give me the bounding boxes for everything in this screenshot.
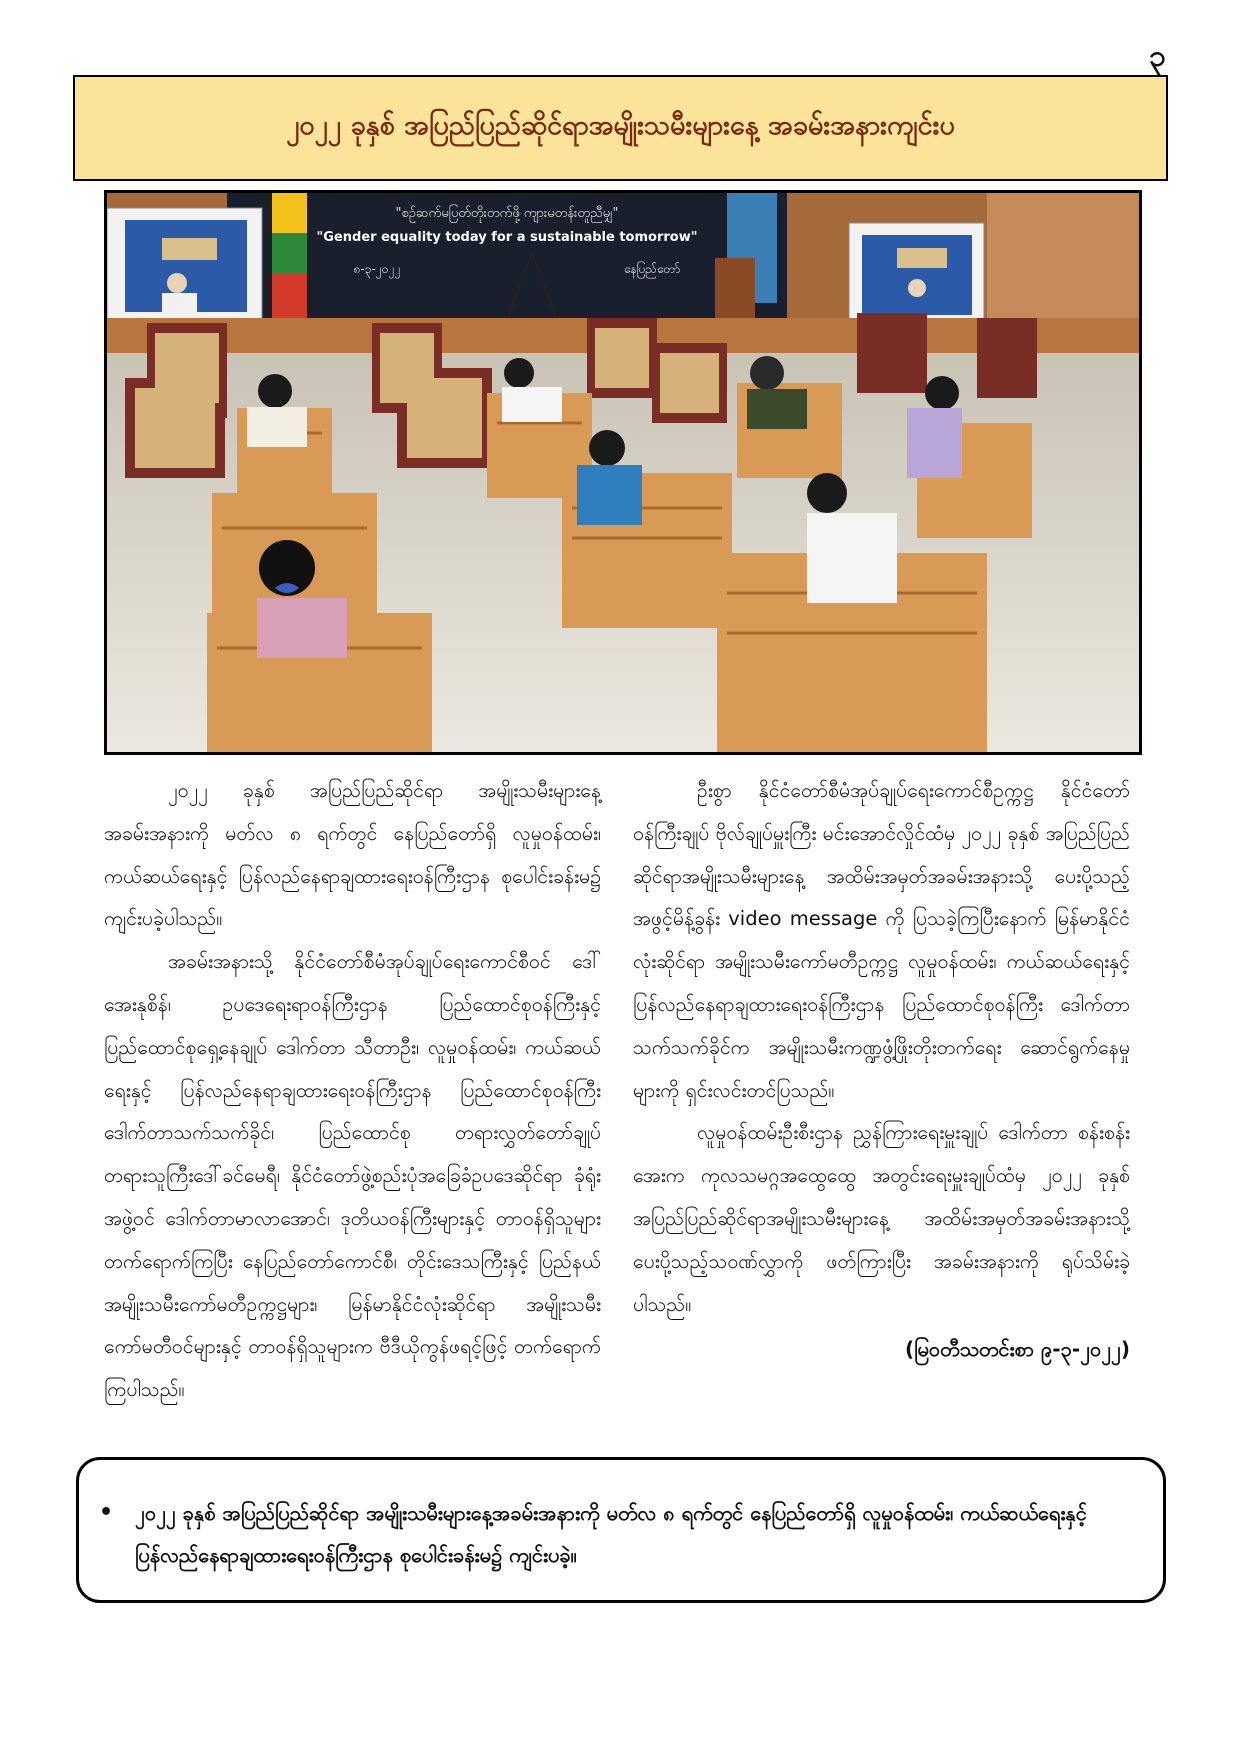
projection-screen-left [107, 208, 262, 328]
article-paragraph: ဦးစွာ နိုင်ငံတော်စီမံအုပ်ချုပ်ရေးကောင်စီဥက္ကဋ္ဌ နိုင်ငံတော်ဝန်ကြီးချုပ် ဗိုလ်ချုပ်မှူးကြီး မင်းအောင်လှိုင်ထံမှ ၂၀၂၂ ခုနှစ် အပြည်ပြည်ဆိုင်ရာအမျိုးသမီးများနေ့ အထိမ်းအမှတ်အခမ်းအနားသို့ ပေးပို့သည့် အဖွင့်မိန့်ခွန်း video message ကို ပြသခဲ့ကြပြီးနောက် မြန်မာနိုင်ငံလုံးဆိုင်ရာ အမျိုးသမီးကော်မတီဥက္ကဋ္ဌ လူမှုဝန်ထမ်း၊ ကယ်ဆယ်ရေးနှင့် ပြန်လည်နေရာချထားရေးဝန်ကြီးဌာန ပြည်ထောင်စုဝန်ကြီး ဒေါက်တာသက်သက်ခိုင်က အမျိုးသမီးကဏ္ဍဖွံ့ဖြိုးတိုးတက်ရေး ဆောင်ရွက်နေမှုများကို ရှင်းလင်းတင်ပြသည်။ [633, 779, 1130, 1102]
article-column-right [633, 770, 1130, 1371]
page-number: ၃ [1149, 39, 1166, 74]
banner-slogan: "စဉ်ဆက်မပြတ်တိုးတက်ဖို့ ကျားမတန်းတူညီမျှ" [395, 206, 619, 221]
banner-date: ၈-၃-၂၀၂၂ [353, 262, 401, 276]
title-box [73, 75, 1168, 181]
banner-place: နေပြည်တော် [623, 262, 681, 276]
summary-item [99, 1492, 1129, 1576]
article-source: (မြဝတီသတင်းစာ ၉-၃-၂၀၂၂) [904, 1337, 1130, 1362]
page-title: ၂၀၂၂ ခုနှစ် အပြည်ပြည်ဆိုင်ရာအမျိုးသမီးများနေ့ အခမ်းအနားကျင်းပ [286, 110, 955, 141]
summary-text: ၂၀၂၂ ခုနှစ် အပြည်ပြည်ဆိုင်ရာ အမျိုးသမီးများနေ့အခမ်းအနားကို မတ်လ ၈ ရက်တွင် နေပြည်တော်ရှိ လူမှုဝန်ထမ်း၊ ကယ်ဆယ်ရေးနှင့် ပြန်လည်နေရာချထားရေးဝန်ကြီးဌာန စုပေါင်းခန်းမ၌ ကျင်းပခဲ့။ [135, 1501, 1087, 1567]
podium [715, 258, 755, 326]
summary-box [76, 1457, 1166, 1603]
bullet-icon: • [99, 1500, 114, 1525]
article-paragraph: လူမှုဝန်ထမ်းဦးစီးဌာန ညွှန်ကြားရေးမှူးချုပ် ဒေါက်တာ စန်းစန်းအေးက ကုလသမဂ္ဂအထွေထွေ အတွင်းရေးမှူးချုပ်ထံမှ ၂၀၂၂ ခုနှစ် အပြည်ပြည်ဆိုင်ရာအမျိုးသမီးများနေ့ အထိမ်းအမှတ်အခမ်းအနားသို့ ပေးပို့သည့်သဝဏ်လွှာကို ဖတ်ကြားပြီး အခမ်းအနားကို ရုပ်သိမ်းခဲ့ပါသည်။ [633, 1121, 1130, 1316]
event-photo-illustration [107, 193, 1139, 752]
event-photo [104, 190, 1142, 755]
article-column-left [104, 770, 601, 1412]
article-paragraph: ၂၀၂၂ ခုနှစ် အပြည်ပြည်ဆိုင်ရာ အမျိုးသမီးများနေ့ အခမ်းအနားကို မတ်လ ၈ ရက်တွင် နေပြည်တော်ရှိ လူမှုဝန်ထမ်း၊ ကယ်ဆယ်ရေးနှင့် ပြန်လည်နေရာချထားရေးဝန်ကြီးဌာန စုပေါင်းခန်းမ၌ ကျင်းပခဲ့ပါသည်။ [104, 779, 601, 931]
article-paragraph: အခမ်းအနားသို့ နိုင်ငံတော်စီမံအုပ်ချုပ်ရေးကောင်စီဝင် ဒေါ်အေးနုစိန်၊ ဥပဒေရေးရာဝန်ကြီးဌာန ပြည်ထောင်စုဝန်ကြီးနှင့် ပြည်ထောင်စုရှေ့နေချုပ် ဒေါက်တာ သီတာဦး၊ လူမှုဝန်ထမ်း၊ ကယ်ဆယ်ရေးနှင့် ပြန်လည်နေရာချထားရေးဝန်ကြီးဌာန ပြည်ထောင်စုဝန်ကြီး ဒေါက်တာသက်သက်ခိုင်၊ ပြည်ထောင်စု တရားလွှတ်တော်ချုပ် တရားသူကြီးဒေါ်ခင်မေရီ၊ နိုင်ငံတော်ဖွဲ့စည်းပုံအခြေခံဥပဒေဆိုင်ရာ ခုံရုံးအဖွဲ့ဝင် ဒေါက်တာမာလာအောင်၊ ဒုတိယဝန်ကြီးများနှင့် တာဝန်ရှိသူများ တက်ရောက်ကြပြီး နေပြည်တော်ကောင်စီ၊ တိုင်းဒေသကြီးနှင့် ပြည်နယ် အမျိုးသမီးကော်မတီဥက္ကဋ္ဌများ၊ မြန်မာနိုင်ငံလုံးဆိုင်ရာ အမျိုးသမီးကော်မတီဝင်များနှင့် တာဝန်ရှိသူများက ဗီဒီယိုကွန်ဖရင့်ဖြင့် တက်ရောက်ကြပါသည်။ [104, 950, 601, 1402]
banner-slogan-english: "Gender equality today for a sustainable tomorrow" [316, 230, 698, 245]
